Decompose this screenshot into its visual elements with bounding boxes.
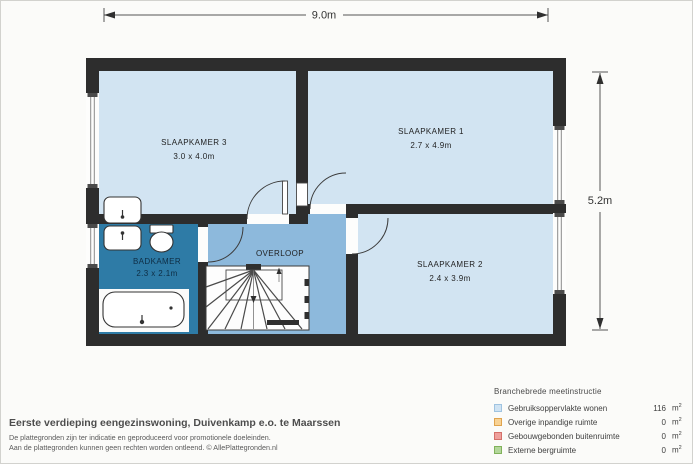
room-badkamer-size: 2.3 x 2.1m [136,269,178,278]
legend [494,387,686,457]
washbasin-bathroom [104,226,141,250]
legend-item-unit [672,431,686,441]
legend-chip-buitenruimte [494,432,502,440]
legend-unit-m: m [672,445,679,455]
legend-unit-sup: 2 [678,431,682,438]
legend-chip-bergruimte [494,446,502,454]
legend-item [494,443,686,457]
legend-item-value: 116 [653,403,666,413]
dimension-width [104,8,548,22]
legend-item-value: 0 [661,417,666,427]
dimension-height [588,72,612,330]
room-slaapkamer1-size: 2.7 x 4.9m [410,141,452,150]
room-overloop-label: OVERLOOP [255,249,305,258]
legend-chip-inpandig [494,418,502,426]
room-overloop-notch [308,214,346,224]
room-slaapkamer3-label: SLAAPKAMER 3 [161,138,227,147]
legend-item-unit [672,417,686,427]
legend-item-label: Gebouwgebonden buitenruimte [508,431,620,441]
wall-outer-bottom [86,334,566,346]
wall-sk3-sk1 [296,71,308,183]
wall-outer-top [86,58,566,71]
room-slaapkamer3-size: 3.0 x 4.0m [173,152,215,161]
floor-plan [1,1,693,381]
legend-unit-m: m [672,403,679,413]
legend-unit-sup: 2 [678,417,682,424]
legend-item-unit [672,403,686,413]
bathtub-drain [169,306,172,309]
washbasin-bedroom [104,197,141,223]
legend-item-label: Externe bergruimte [508,445,577,455]
footer-disclaimer-1: De plattegronden zijn ter indicatie en geproduceerd voor promotionele doeleinden. [9,433,271,442]
room-slaapkamer1-floor [308,71,553,204]
legend-unit-sup: 2 [678,445,682,452]
page-title: Eerste verdieping eengezinswoning, Duivenkamp e.o. te Maarssen [9,417,341,429]
window-sk3-left [86,93,99,188]
window-sk1-right [553,126,566,204]
legend-title: Branchebrede meetinstructie [494,387,602,396]
legend-item-label: Gebruiksoppervlakte wonen [508,403,608,413]
room-slaapkamer1-label: SLAAPKAMER 1 [398,127,464,136]
bathtub [99,289,189,332]
legend-unit-sup: 2 [678,403,682,410]
legend-item [494,429,686,443]
footer-disclaimer-2: Aan de plattegronden kunnen geen rechten worden ontleend. © AllePlattegronden.nl [9,443,278,452]
room-slaapkamer2-size: 2.4 x 3.9m [429,274,471,283]
room-badkamer-label: BADKAMER [132,257,182,266]
legend-item-value: 0 [661,445,666,455]
window-badkamer-left [86,224,99,268]
legend-item-value: 0 [661,431,666,441]
legend-item [494,415,686,429]
legend-item [494,401,686,415]
legend-item-label: Overige inpandige ruimte [508,417,598,427]
dimension-width-label: 9.0m [311,9,337,22]
window-sk2-right [553,213,566,294]
dimension-height-label: 5.2m [587,195,613,207]
legend-unit-m: m [672,431,679,441]
legend-item-unit [672,445,686,455]
legend-unit-m: m [672,417,679,427]
legend-chip-wonen [494,404,502,412]
room-slaapkamer2-label: SLAAPKAMER 2 [417,260,483,269]
toilet [150,225,173,252]
staircase [206,264,309,330]
